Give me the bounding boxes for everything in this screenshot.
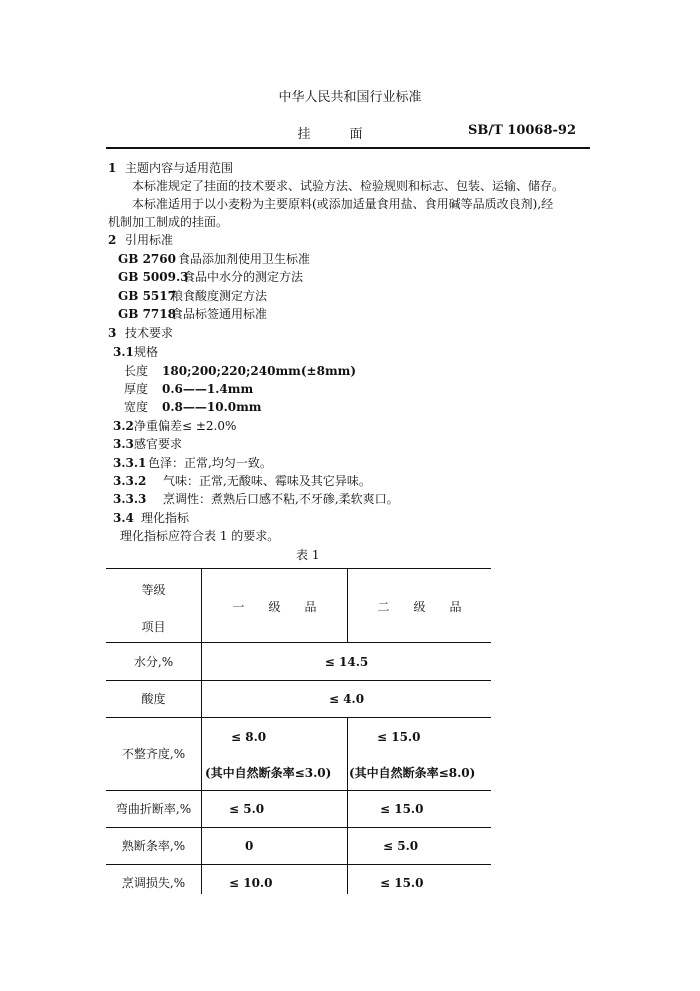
row-label-bend: 弯曲折断率,% xyxy=(115,802,192,816)
s1-para2b: 机制加工制成的挂面。 xyxy=(108,215,229,229)
table-vline xyxy=(347,827,348,864)
row-value-cooked-1: 0 xyxy=(245,839,254,853)
ref-name: 食品添加剂使用卫生标准 xyxy=(178,252,311,266)
thickness-value: 0.6——1.4mm xyxy=(162,382,254,396)
ref-code: GB 5517 xyxy=(118,289,176,303)
table-head-grade1: 一 级 品 xyxy=(232,600,317,614)
row-value-moisture: ≤ 14.5 xyxy=(324,655,369,669)
row-value-acidity: ≤ 4.0 xyxy=(328,692,365,706)
row-note-uneven-2: (其中自然断条率≤8.0) xyxy=(349,766,476,780)
s33-title: 感官要求 xyxy=(134,437,183,451)
row-value-bend-1: ≤ 5.0 xyxy=(229,802,265,816)
table-rule xyxy=(106,642,491,643)
row-label-moisture: 水分,% xyxy=(133,655,174,669)
row-note-uneven-1: (其中自然断条率≤3.0) xyxy=(205,766,332,780)
s31-num: 3.1 xyxy=(113,345,134,359)
s32-num: 3.2 xyxy=(113,419,134,433)
row-label-uneven: 不整齐度,% xyxy=(121,747,186,761)
table-vline xyxy=(347,717,348,790)
s333-num: 3.3.3 xyxy=(113,492,147,506)
table-rule xyxy=(106,864,491,865)
s1-para2a: 本标准适用于以小麦粉为主要原料(或添加适量食用盐、食用碱等品质改良剂),经 xyxy=(132,197,554,211)
row-value-cooked-2: ≤ 5.0 xyxy=(383,839,419,853)
row-label-cooked: 熟断条率,% xyxy=(121,839,186,853)
row-value-uneven-2: ≤ 15.0 xyxy=(377,730,421,744)
row-value-loss-2: ≤ 15.0 xyxy=(380,876,424,890)
s332-text: 气味：正常,无酸味、霉味及其它异味。 xyxy=(163,474,371,488)
s33-num: 3.3 xyxy=(113,437,134,451)
s2-num: 2 xyxy=(108,233,117,247)
table-vline xyxy=(201,717,202,790)
table-vline xyxy=(347,864,348,894)
ref-name: 食品中水分的测定方法 xyxy=(183,270,304,284)
row-value-bend-2: ≤ 15.0 xyxy=(380,802,424,816)
row-value-uneven-1: ≤ 8.0 xyxy=(231,730,267,744)
s2-title: 引用标准 xyxy=(125,233,174,247)
length-label: 长度 xyxy=(124,364,149,378)
table-vline xyxy=(201,864,202,894)
s3-title: 技术要求 xyxy=(125,326,174,340)
s332-num: 3.3.2 xyxy=(113,474,147,488)
s3-num: 3 xyxy=(108,326,117,340)
ref-code: GB 7718 xyxy=(118,307,176,321)
document-title: 挂 面 xyxy=(297,127,363,142)
ref-code: GB 2760 xyxy=(118,252,176,266)
table-rule xyxy=(106,568,491,569)
table-vline xyxy=(201,827,202,864)
ref-code: GB 5009.3 xyxy=(118,270,189,284)
s331-num: 3.3.1 xyxy=(113,456,147,470)
s1-num: 1 xyxy=(108,161,117,175)
ref-name: 食品标签通用标准 xyxy=(171,307,268,321)
width-value: 0.8——10.0mm xyxy=(162,400,262,414)
table-rule xyxy=(106,680,491,681)
s333-text: 烹调性：煮熟后口感不粘,不牙碜,柔软爽口。 xyxy=(163,492,399,506)
standard-code: SB/T 10068-92 xyxy=(467,123,576,138)
row-label-acidity: 酸度 xyxy=(141,692,166,706)
width-label: 宽度 xyxy=(124,400,149,414)
table-rule xyxy=(106,790,491,791)
s34-title: 理化指标 xyxy=(141,511,190,525)
s32-text: 净重偏差≤ ±2.0% xyxy=(134,419,237,433)
table-vline xyxy=(347,790,348,827)
table-head-grade2: 二 级 品 xyxy=(377,600,462,614)
s31-title: 规格 xyxy=(134,345,159,359)
table-rule xyxy=(106,717,491,718)
row-value-loss-1: ≤ 10.0 xyxy=(229,876,273,890)
s34-num: 3.4 xyxy=(113,511,134,525)
s1-para1: 本标准规定了挂面的技术要求、试验方法、检验规则和标志、包装、运输、储存。 xyxy=(132,179,565,193)
s34-text: 理化指标应符合表 1 的要求。 xyxy=(120,529,280,543)
org-heading: 中华人民共和国行业标准 xyxy=(278,90,422,105)
length-value: 180;200;220;240mm(±8mm) xyxy=(162,364,357,378)
header-rule xyxy=(106,147,590,149)
table-head-grade: 等级 xyxy=(141,583,166,597)
table-rule xyxy=(106,827,491,828)
row-label-loss: 烹调损失,% xyxy=(121,876,186,890)
ref-name: 粮食酸度测定方法 xyxy=(171,289,268,303)
table-vline xyxy=(201,790,202,827)
table-caption: 表 1 xyxy=(296,548,320,562)
s331-text: 色泽：正常,均匀一致。 xyxy=(148,456,272,470)
table-head-item: 项目 xyxy=(141,620,166,634)
thickness-label: 厚度 xyxy=(124,382,149,396)
s1-title: 主题内容与适用范围 xyxy=(125,161,234,175)
